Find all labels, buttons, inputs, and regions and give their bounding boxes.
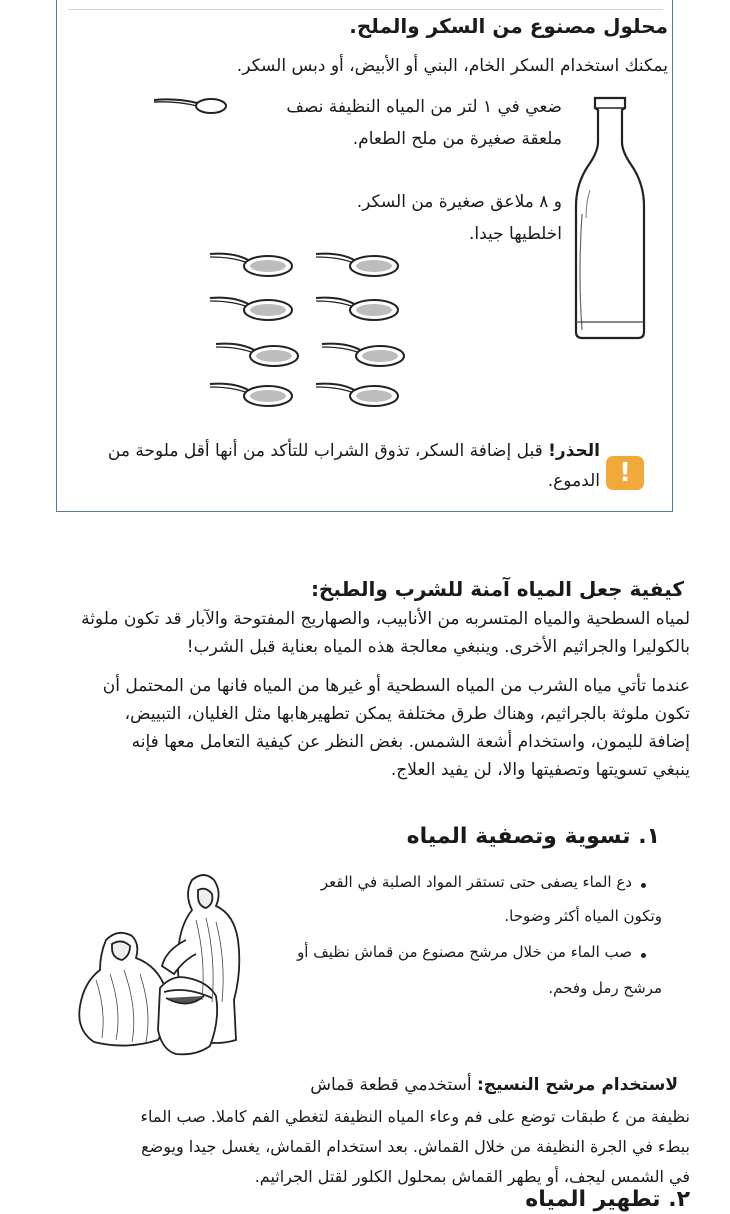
step1-line2: ملعقة صغيرة من ملح الطعام. bbox=[352, 129, 562, 149]
para1-line1: لمياه السطحية والمياه المتسربه من الأنابيب، والصهاريج المفتوحة والآبار قد تكون ملوثة bbox=[81, 609, 690, 629]
women-filtering-illustration bbox=[66, 870, 256, 1060]
recipe-intro: يمكنك استخدام السكر الخام، البني أو الأبيض، أو دبس السكر. bbox=[236, 56, 668, 76]
cloth-label: لاستخدام مرشح النسيج: bbox=[476, 1075, 678, 1095]
bullet-marker bbox=[641, 883, 646, 888]
bullet-marker bbox=[641, 953, 646, 958]
spoon-icon bbox=[210, 254, 292, 276]
warning-icon: ! bbox=[606, 456, 644, 490]
spoon-icon bbox=[316, 298, 398, 320]
spoon-icon bbox=[152, 93, 228, 119]
recipe-title: محلول مصنوع من السكر والملح. bbox=[349, 14, 668, 38]
para2-line1: عندما تأتي مياه الشرب من المياه السطحية أو غيرها من المياه فانها من المحتمل أن bbox=[102, 676, 690, 696]
cloth-line1: نظيفة من ٤ طبقات توضع على فم وعاء المياه النظيفة لتغطي الفم كاملا. صب الماء bbox=[140, 1107, 690, 1126]
spoon-icon bbox=[316, 254, 398, 276]
step2-line2: اخلطيها جيدا. bbox=[468, 224, 562, 244]
bottle-illustration bbox=[570, 94, 648, 342]
bullet2-line1: صب الماء من خلال مرشح مصنوع من قماش نظيف أو bbox=[297, 943, 632, 961]
bullet2-line2: مرشح رمل وفحم. bbox=[548, 979, 662, 997]
step1-line1: ضعي في ١ لتر من المياه النظيفة نصف bbox=[286, 97, 562, 117]
warning-text: قبل إضافة السكر، تذوق الشراب للتأكد من أنها أقل ملوحة من bbox=[107, 441, 543, 461]
spoon-icon bbox=[216, 344, 298, 366]
box-top-divider bbox=[68, 9, 663, 10]
para2-line3: إضافة لليمون، واستخدام أشعة الشمس. بغض النظر عن كيفية التعامل معها فإنه bbox=[131, 732, 690, 752]
cloth-line3: في الشمس ليجف، أو يطهر القماش بمحلول الكلور لقتل الجراثيم. bbox=[254, 1167, 690, 1186]
warning-line2: الدموع. bbox=[547, 471, 600, 491]
cloth-first-line bbox=[310, 1075, 678, 1096]
warning-line1 bbox=[108, 441, 600, 462]
step-one-heading: ١. تسوية وتصفية المياه bbox=[406, 824, 660, 849]
cloth-first-text: أستخدمي قطعة قماش bbox=[310, 1075, 472, 1095]
spoon-icon bbox=[210, 384, 292, 406]
bullet1-line2: وتكون المياه أكثر وضوحا. bbox=[504, 907, 662, 925]
spoon-icon bbox=[210, 298, 292, 320]
step2-line1: و ٨ ملاعق صغيرة من السكر. bbox=[356, 192, 562, 212]
para2-line2: تكون ملوثة بالجراثيم، وهناك طرق مختلفة يمكن تطهيرهابها مثل الغليان، التبييض، bbox=[124, 704, 690, 724]
section-heading: كيفية جعل المياه آمنة للشرب والطبخ: bbox=[310, 577, 684, 601]
sugar-spoons-illustration bbox=[208, 246, 418, 412]
para1-line2: بالكوليرا والجراثيم الأخرى. وينبغي معالجة هذه المياه بعناية قبل الشرب! bbox=[186, 637, 690, 657]
bullet1-line1: دع الماء يصفى حتى تستقر المواد الصلبة في القعر bbox=[320, 873, 632, 891]
section-two-heading-partial: ٢. تطهير المياه bbox=[525, 1187, 690, 1212]
cloth-line2: ببطء في الجرة النظيفة من خلال القماش. بعد استخدام القماش، يغسل جيدا ويوضع bbox=[141, 1137, 690, 1156]
warning-label: الحذر! bbox=[548, 441, 600, 461]
para2-line4: ينبغي تسويتها وتصفيتها والا، لن يفيد العلاج. bbox=[390, 760, 690, 780]
spoon-icon bbox=[316, 384, 398, 406]
spoon-icon bbox=[322, 344, 404, 366]
